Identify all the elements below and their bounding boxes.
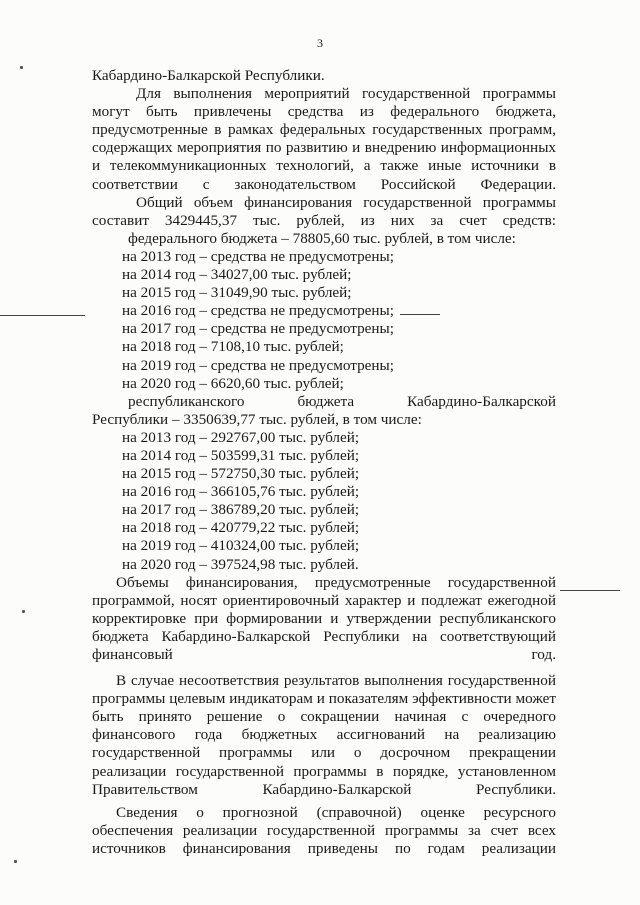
paragraph-3: Общий объем финансирования государственной программы составит 3429445,37 тыс. рублей, из них за счет средств: (92, 193, 556, 229)
list-item: на 2015 год – 572750,30 тыс. рублей; (122, 465, 360, 483)
federal-budget-heading: федерального бюджета – 78805,60 тыс. рублей, в том числе: (128, 229, 516, 247)
scan-artifact-dot (20, 66, 23, 69)
list-item: на 2020 год – 397524,98 тыс. рублей. (122, 555, 359, 573)
republic-budget-heading-cont: Республики – 3350639,77 тыс. рублей, в том числе: (92, 410, 422, 428)
list-item: на 2019 год – 410324,00 тыс. рублей; (122, 537, 360, 555)
federal-budget-list (92, 230, 556, 393)
document-body (92, 67, 556, 858)
list-item: на 2018 год – 7108,10 тыс. рублей; (122, 338, 344, 356)
republic-heading-word: Кабардино-Балкарской (407, 392, 556, 410)
list-item: на 2014 год – 34027,00 тыс. рублей; (122, 266, 352, 284)
list-item: на 2017 год – 386789,20 тыс. рублей; (122, 501, 360, 519)
list-item: на 2016 год – средства не предусмотрены; (122, 302, 394, 320)
scan-artifact-dot (22, 610, 25, 613)
republic-heading-word: республиканского (128, 392, 245, 410)
republic-budget-list (92, 393, 556, 574)
paragraph-2: Для выполнения мероприятий государственной программы могут быть привлечены средства из федерального бюджета, предусмотренные в рамках федеральных государственных программ, содержащих мероприятия по развитию и внедрению информационных и телекоммуникационных технологий, а также иные источники в соответствии с законодательством Российской Федерации. (92, 85, 556, 193)
list-item: на 2014 год – 503599,31 тыс. рублей; (122, 446, 360, 464)
paragraph-6: Сведения о прогнозной (справочной) оценке ресурсного обеспечения реализации государственной программы за счет всех источников финансирования приведены по годам реализации (92, 803, 556, 857)
list-item: на 2013 год – средства не предусмотрены; (122, 247, 394, 265)
list-item: на 2015 год – 31049,90 тыс. рублей; (122, 284, 352, 302)
page-number: 3 (317, 36, 323, 50)
list-item: на 2019 год – средства не предусмотрены; (122, 356, 394, 374)
scan-artifact-line (560, 590, 620, 591)
republic-budget-heading (92, 393, 556, 411)
paragraph-5: В случае несоответствия результатов выполнения государственной программы целевым индикаторам и показателям эффективности может быть принято решение о сокращении начиная с очередного финансового года бюджетных ассигнований на реализацию государственной программы или о досрочном прекращении реализации государственной программы в порядке, установленном Правительством Кабардино-Балкарской Республики. (92, 672, 556, 798)
paragraph-1: Кабардино-Балкарской Республики. (92, 67, 325, 84)
list-item: на 2016 год – 366105,76 тыс. рублей; (122, 483, 360, 501)
list-item: на 2020 год – 6620,60 тыс. рублей; (122, 374, 344, 392)
list-item: на 2017 год – средства не предусмотрены; (122, 320, 394, 338)
scan-artifact-line (0, 315, 85, 316)
list-item: на 2013 год – 292767,00 тыс. рублей; (122, 428, 360, 446)
republic-heading-word: бюджета (297, 392, 355, 410)
list-item: на 2018 год – 420779,22 тыс. рублей; (122, 519, 360, 537)
paragraph-4: Объемы финансирования, предусмотренные государственной программой, носят ориентировочный характер и подлежат ежегодной корректировке при формировании и утверждении республиканского бюджета Кабардино-Балкарской Республики на соответствующий финансовый год. (92, 573, 556, 663)
scan-artifact-dot (14, 860, 17, 863)
